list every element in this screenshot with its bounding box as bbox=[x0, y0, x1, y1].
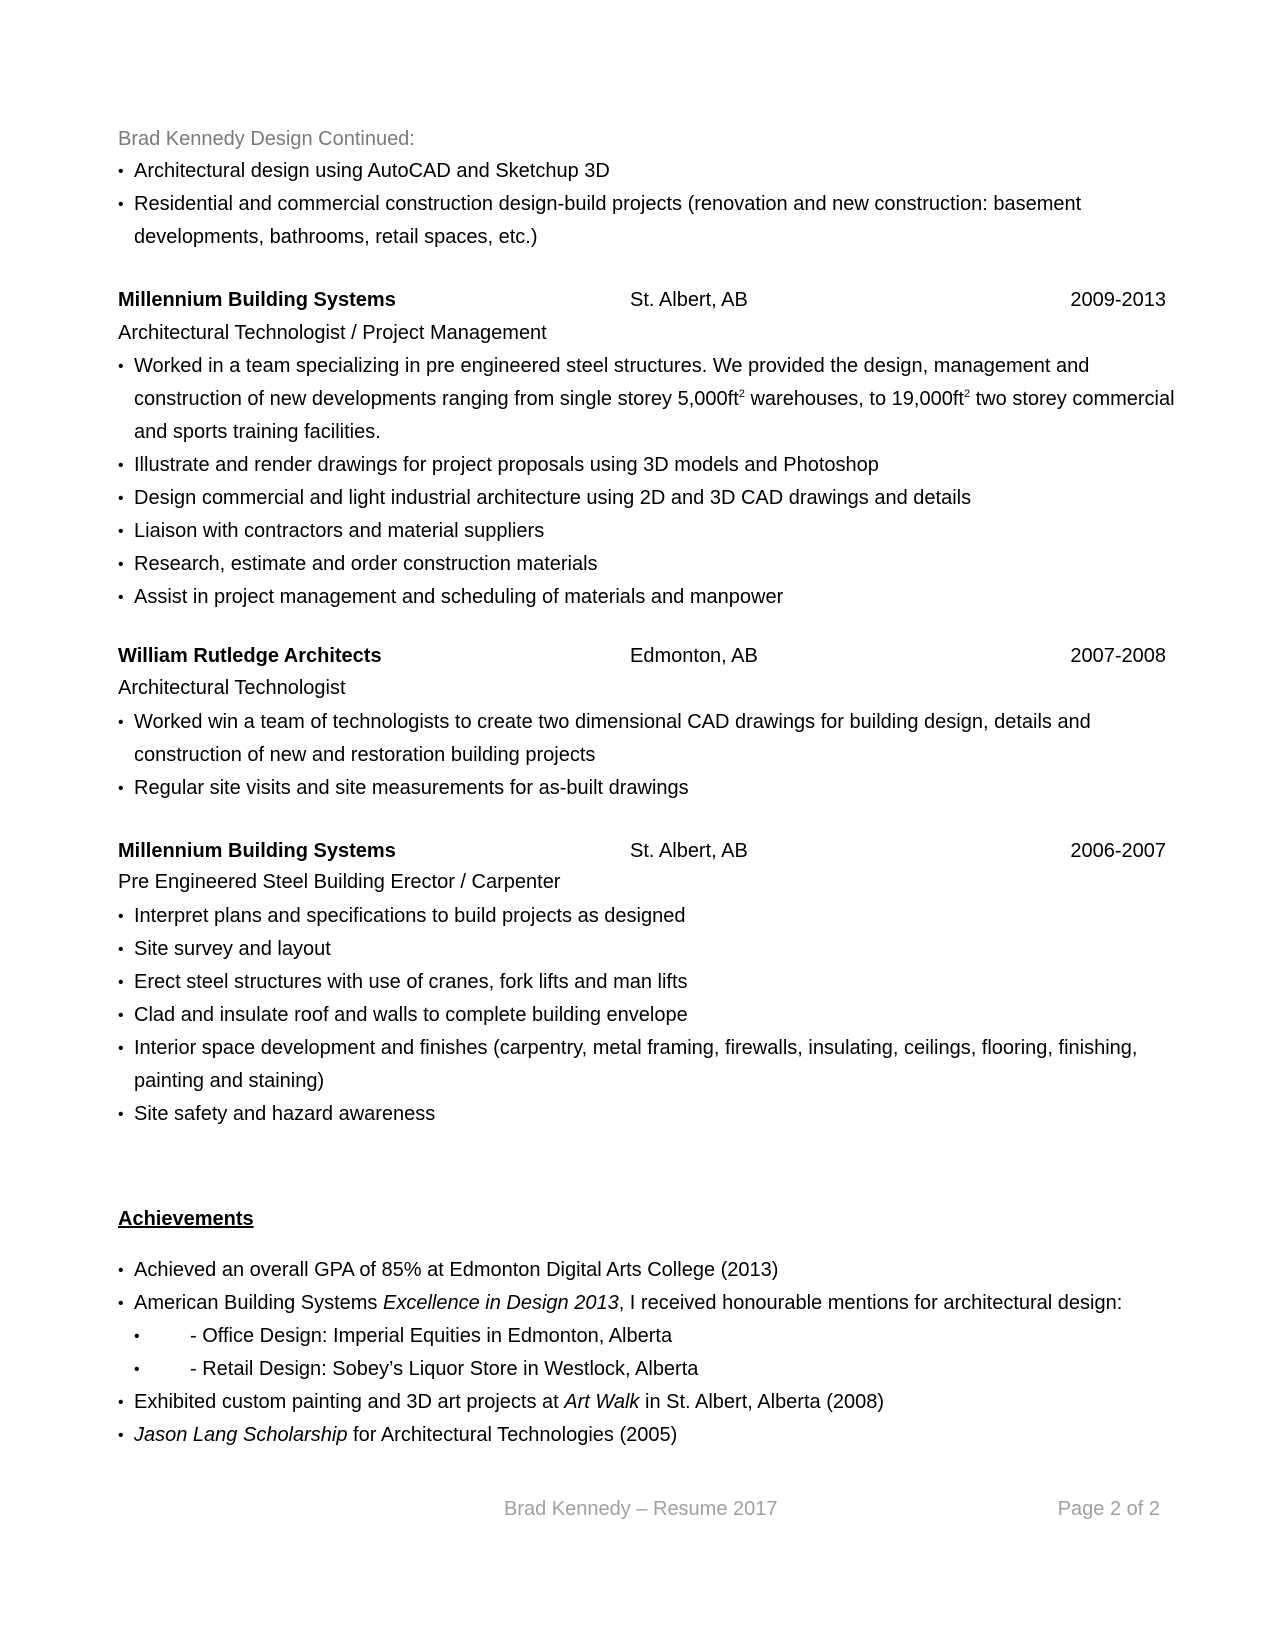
job-dates: 2007-2008 bbox=[1070, 645, 1166, 667]
list-item: • Assist in project management and scheduling of materials and manpower bbox=[118, 581, 1178, 614]
page-number: Page 2 of 2 bbox=[1057, 1498, 1160, 1520]
list-item: • Achieved an overall GPA of 85% at Edmonton Digital Arts College (2013) bbox=[118, 1254, 1178, 1287]
list-item: • American Building Systems Excellence in Design 2013, I received honourable mentions for architectural design: • - Office Design: Imperial Equities in Edmonton, Alberta • - Retail Design: Sobey’s Liquor Store in Westlock, Alberta bbox=[118, 1287, 1178, 1386]
list-item: • Jason Lang Scholarship for Architectural Technologies (2005) bbox=[118, 1419, 1178, 1452]
job-role: Pre Engineered Steel Building Erector / Carpenter bbox=[118, 871, 561, 893]
list-item: • Research, estimate and order construction materials bbox=[118, 548, 1178, 581]
list-item: • Illustrate and render drawings for project proposals using 3D models and Photoshop bbox=[118, 449, 1178, 482]
job-dates: 2006-2007 bbox=[1070, 840, 1166, 862]
list-item: • Clad and insulate roof and walls to complete building envelope bbox=[118, 999, 1178, 1032]
footer-title: Brad Kennedy – Resume 2017 bbox=[504, 1498, 778, 1520]
job-bullet-list bbox=[118, 350, 1178, 614]
achievements-list bbox=[118, 1254, 1178, 1452]
job-location: St. Albert, AB bbox=[630, 289, 748, 311]
list-item: • Worked in a team specializing in pre engineered steel structures. We provided the design, management and construction of new developments ranging from single storey $5,000ft^2$ warehouses, to $19,000ft^2$ two storey commercial and sports training facilities. bbox=[118, 350, 1178, 449]
list-item: • Exhibited custom painting and 3D art projects at Art Walk in St. Albert, Alberta (2008) bbox=[118, 1386, 1178, 1419]
job-location: Edmonton, AB bbox=[630, 645, 758, 667]
list-item: • Liaison with contractors and material suppliers bbox=[118, 515, 1178, 548]
job-header bbox=[118, 289, 1166, 319]
list-item: • Residential and commercial construction design-build projects (renovation and new construction: basement developments, bathrooms, retail spaces, etc.) bbox=[118, 188, 1178, 254]
list-item: • Interpret plans and specifications to build projects as designed bbox=[118, 900, 1178, 933]
list-item: • Design commercial and light industrial architecture using 2D and 3D CAD drawings and details bbox=[118, 482, 1178, 515]
list-item: • Interior space development and finishes (carpentry, metal framing, firewalls, insulating, ceilings, flooring, finishing, painting and staining) bbox=[118, 1032, 1178, 1098]
list-item: • Regular site visits and site measurements for as-built drawings bbox=[118, 772, 1178, 805]
achievements-heading: Achievements bbox=[118, 1208, 254, 1230]
list-item: • - Retail Design: Sobey’s Liquor Store in Westlock, Alberta bbox=[134, 1353, 1178, 1386]
list-item: • Site survey and layout bbox=[118, 933, 1178, 966]
achievement-sub-list bbox=[134, 1320, 1178, 1386]
job-bullet-list bbox=[118, 706, 1178, 805]
job-dates: 2009-2013 bbox=[1070, 289, 1166, 311]
list-item: • Architectural design using AutoCAD and Sketchup 3D bbox=[118, 155, 1178, 188]
job-header bbox=[118, 645, 1166, 675]
job-bullet-list bbox=[118, 900, 1178, 1131]
continued-bullet-list bbox=[118, 155, 1178, 254]
list-item: • Worked win a team of technologists to create two dimensional CAD drawings for building design, details and construction of new and restoration building projects bbox=[118, 706, 1178, 772]
company-name: William Rutledge Architects bbox=[118, 645, 382, 667]
job-header bbox=[118, 840, 1166, 870]
list-item: • Erect steel structures with use of cranes, fork lifts and man lifts bbox=[118, 966, 1178, 999]
job-role: Architectural Technologist bbox=[118, 677, 346, 699]
job-location: St. Albert, AB bbox=[630, 840, 748, 862]
job-role: Architectural Technologist / Project Management bbox=[118, 322, 547, 344]
list-item: • Site safety and hazard awareness bbox=[118, 1098, 1178, 1131]
company-name: Millennium Building Systems bbox=[118, 289, 396, 311]
continued-heading: Brad Kennedy Design Continued: bbox=[118, 128, 415, 150]
company-name: Millennium Building Systems bbox=[118, 840, 396, 862]
list-item: • - Office Design: Imperial Equities in Edmonton, Alberta bbox=[134, 1320, 1178, 1353]
